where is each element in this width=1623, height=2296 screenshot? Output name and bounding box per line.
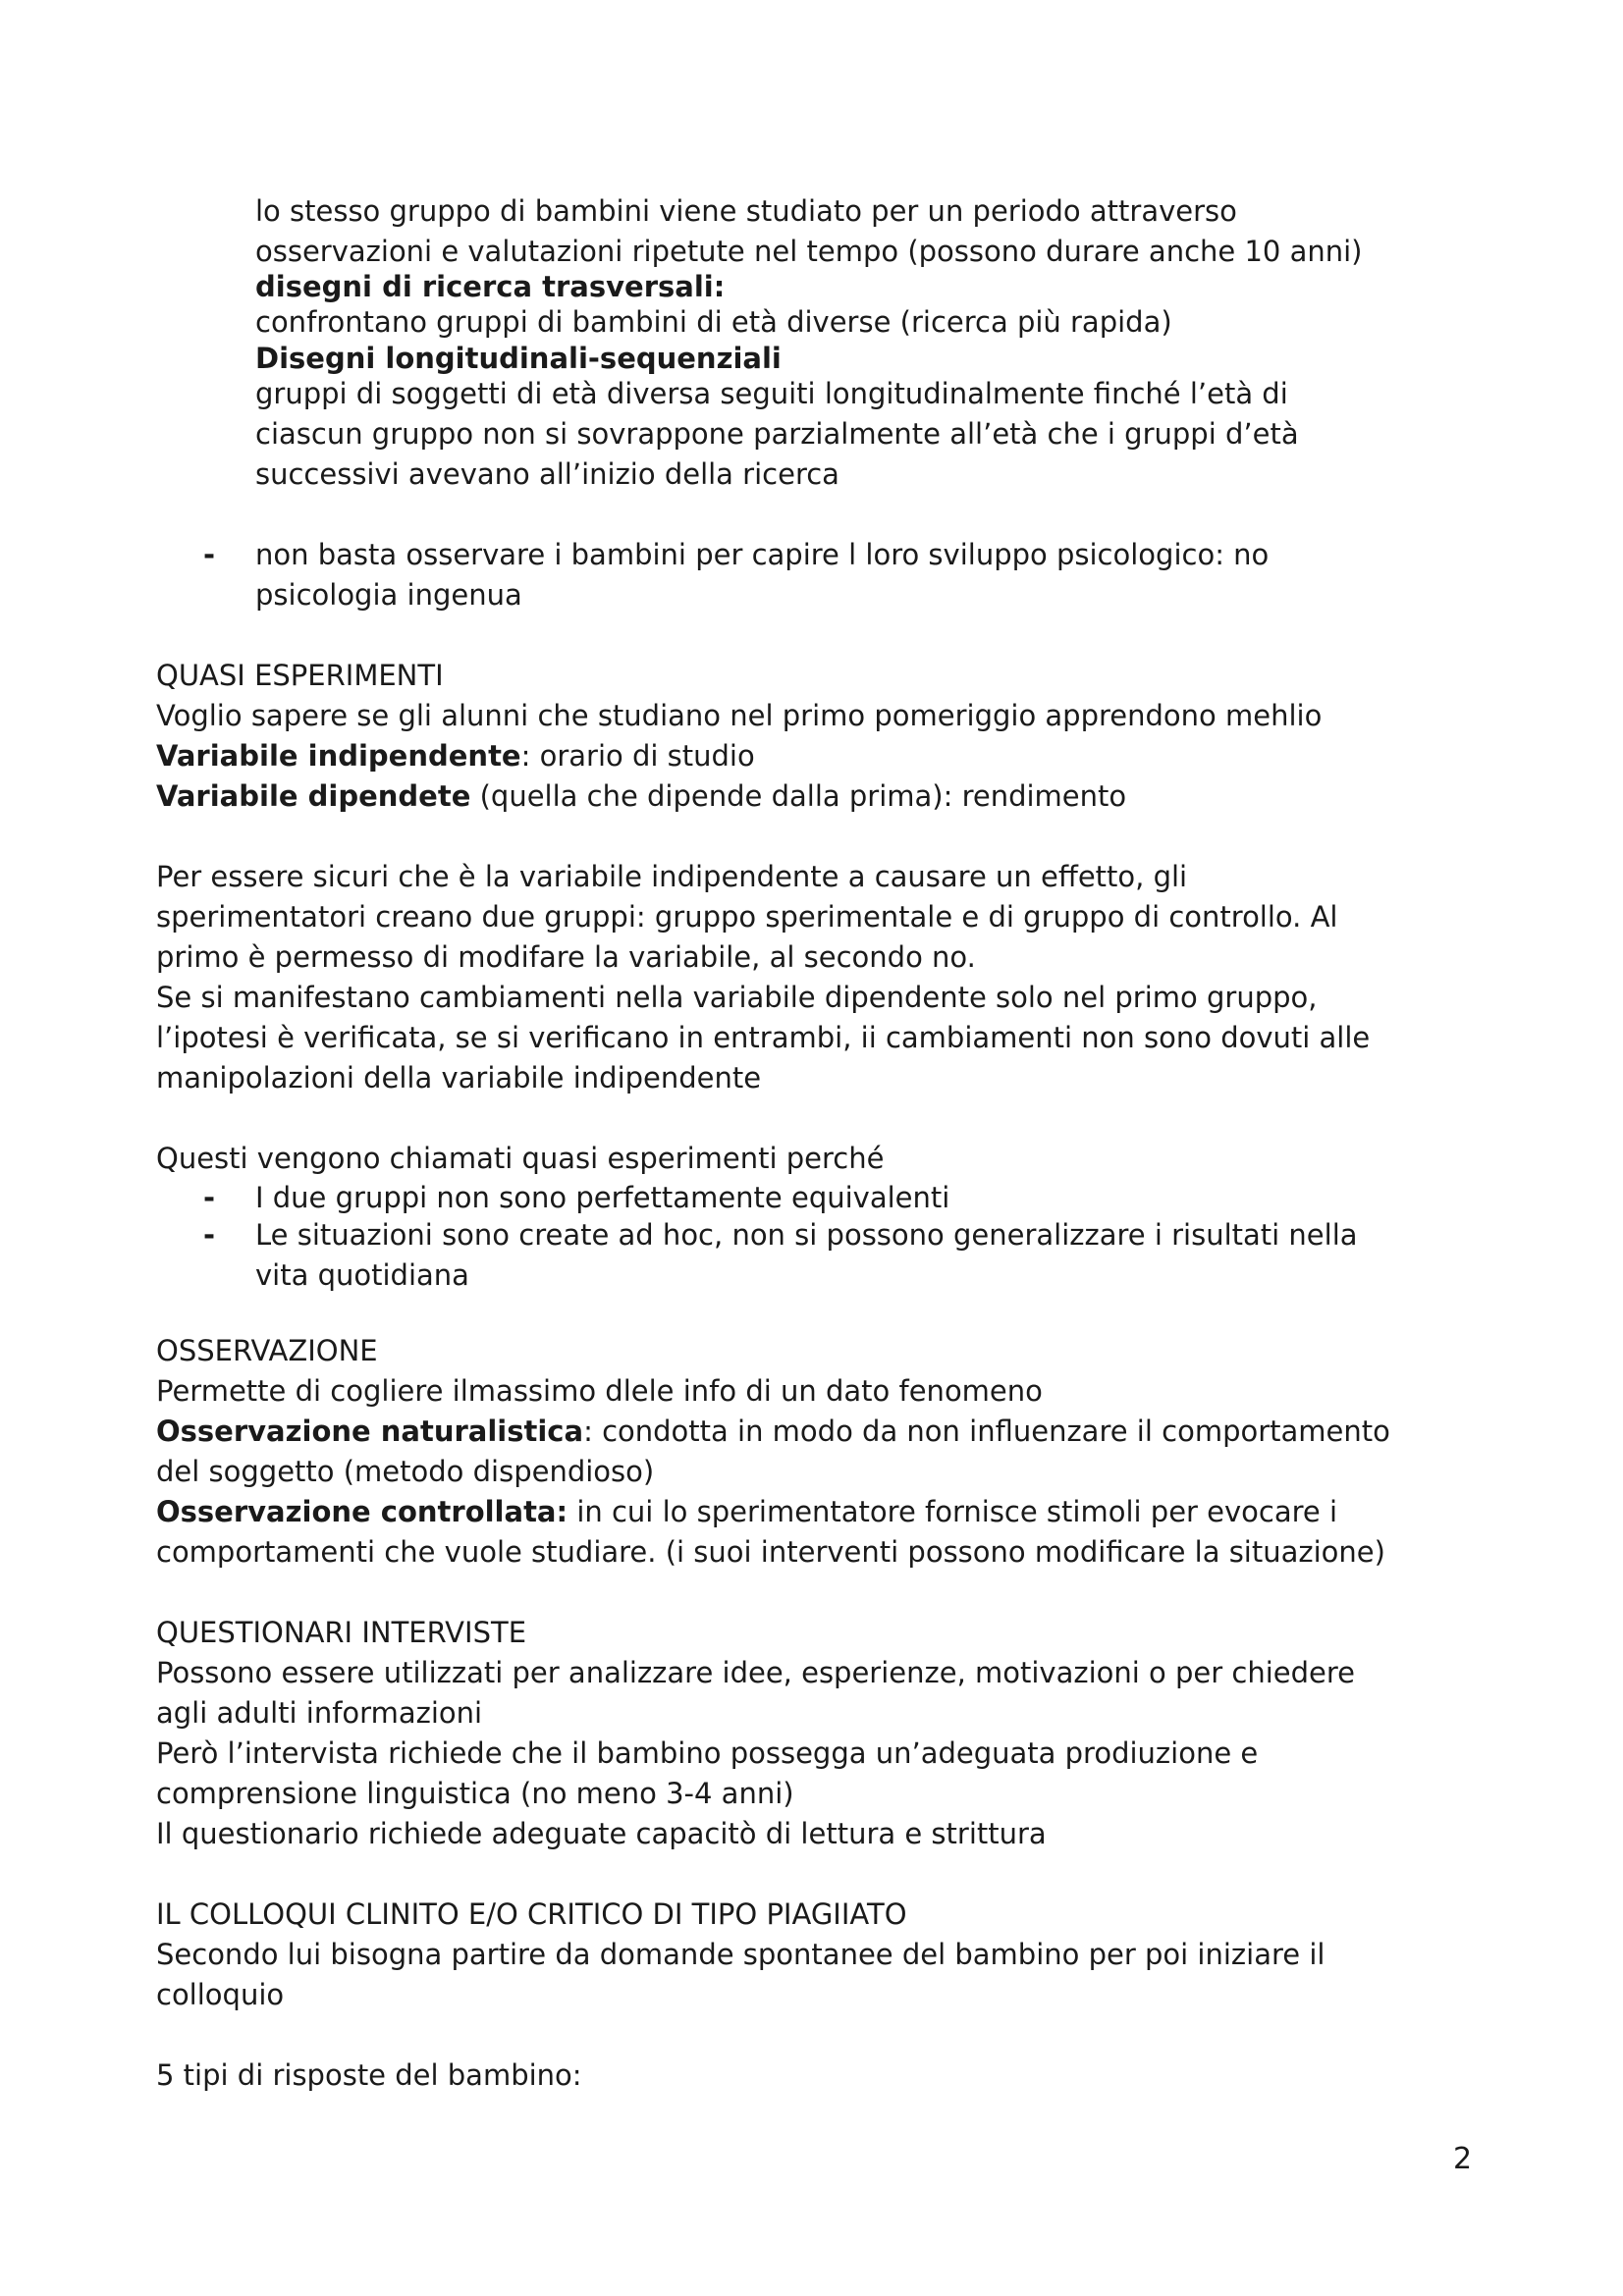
variabile-indipendente: [156, 736, 755, 775]
quasi-bullet-2-line-2: vita quotidiana: [255, 1258, 469, 1292]
page-number: 2: [1453, 2142, 1473, 2176]
questionari-line-5: Il questionario richiede adeguate capacitò di lettura e strittura: [156, 1817, 1047, 1850]
quasi-p2-line-3: primo è permesso di modifare la variabile, al secondo no.: [156, 940, 976, 974]
heading-trasversali: disegni di ricerca trasversali:: [255, 270, 726, 303]
heading-sequenziali: Disegni longitudinali-sequenziali: [255, 342, 782, 375]
osservazione-p1: Permette di cogliere ilmassimo dlele info di un dato fenomeno: [156, 1374, 1043, 1408]
questionari-line-3: Però l’intervista richiede che il bambino possegga un’adeguata prodiuzione e: [156, 1736, 1259, 1770]
quasi-p2-line-2: sperimentatori creano due gruppi: gruppo sperimentale e di gruppo di controllo. Al: [156, 900, 1338, 934]
quasi-p2-line-5: l’ipotesi è verificata, se si verificano in entrambi, ii cambiamenti non sono dovuti alle: [156, 1021, 1371, 1054]
ctrl-label: Osservazione controllata:: [156, 1495, 568, 1528]
variabile-dipendente: [156, 776, 1126, 816]
quasi-bullet-2-line-1: Le situazioni sono create ad hoc, non si possono generalizzare i risultati nella: [255, 1218, 1358, 1252]
quasi-p2-line-4: Se si manifestano cambiamenti nella variabile dipendente solo nel primo gruppo,: [156, 981, 1318, 1014]
intro-line-1: lo stesso gruppo di bambini viene studiato per un periodo attraverso: [255, 194, 1237, 228]
bullet-intro-line-2: psicologia ingenua: [255, 578, 522, 612]
quasi-p3: Questi vengono chiamati quasi esperimenti perché: [156, 1142, 885, 1175]
osservazione-controllata-line-2: comportamenti che vuole studiare. (i suoi interventi possono modificare la situazione): [156, 1535, 1385, 1569]
colloqui-line-1: Secondo lui bisogna partire da domande spontanee del bambino per poi iniziare il: [156, 1938, 1325, 1971]
questionari-line-1: Possono essere utilizzati per analizzare idee, esperienze, motivazioni o per chiedere: [156, 1656, 1355, 1689]
vd-label: Variabile dipendete: [156, 779, 471, 813]
section-title-colloqui: IL COLLOQUI CLINITO E/O CRITICO DI TIPO PIAGIIATO: [156, 1897, 907, 1931]
colloqui-line-3: 5 tipi di risposte del bambino:: [156, 2058, 582, 2092]
nat-label: Osservazione naturalistica: [156, 1415, 584, 1448]
vd-text: (quella che dipende dalla prima): rendimento: [470, 779, 1127, 813]
osservazione-naturalistica-line-2: del soggetto (metodo dispendioso): [156, 1455, 655, 1488]
bullet-dash: -: [203, 1218, 216, 1252]
bullet-intro-line-1: non basta osservare i bambini per capire l loro sviluppo psicologico: no: [255, 538, 1270, 571]
sequenziali-line-2: ciascun gruppo non si sovrappone parzialmente all’età che i gruppi d’età: [255, 417, 1299, 451]
sequenziali-line-3: successivi avevano all’inizio della ricerca: [255, 457, 839, 491]
questionari-line-4: comprensione linguistica (no meno 3-4 anni): [156, 1777, 794, 1810]
quasi-p1: Voglio sapere se gli alunni che studiano nel primo pomeriggio apprendono mehlio: [156, 699, 1323, 732]
vi-label: Variabile indipendente: [156, 739, 521, 773]
trasversali-text: confrontano gruppi di bambini di età diverse (ricerca più rapida): [255, 305, 1172, 339]
osservazione-naturalistica: [156, 1412, 1390, 1451]
quasi-p2-line-1: Per essere sicuri che è la variabile indipendente a causare un effetto, gli: [156, 860, 1188, 893]
intro-line-2: osservazioni e valutazioni ripetute nel tempo (possono durare anche 10 anni): [255, 235, 1363, 268]
bullet-dash: -: [203, 538, 216, 571]
section-title-questionari: QUESTIONARI INTERVISTE: [156, 1616, 527, 1649]
questionari-line-2: agli adulti informazioni: [156, 1696, 483, 1730]
nat-text: : condotta in modo da non influenzare il comportamento: [583, 1415, 1390, 1448]
quasi-bullet-1: I due gruppi non sono perfettamente equivalenti: [255, 1181, 950, 1214]
section-title-quasi: QUASI ESPERIMENTI: [156, 659, 444, 692]
vi-text: : orario di studio: [520, 739, 755, 773]
bullet-dash: -: [203, 1181, 216, 1214]
ctrl-text: in cui lo sperimentatore fornisce stimoli per evocare i: [568, 1495, 1338, 1528]
colloqui-line-2: colloquio: [156, 1978, 285, 2011]
osservazione-controllata: [156, 1492, 1337, 1531]
section-title-osservazione: OSSERVAZIONE: [156, 1334, 378, 1367]
sequenziali-line-1: gruppi di soggetti di età diversa seguiti longitudinalmente finché l’età di: [255, 377, 1288, 410]
quasi-p2-line-6: manipolazioni della variabile indipendente: [156, 1061, 762, 1095]
